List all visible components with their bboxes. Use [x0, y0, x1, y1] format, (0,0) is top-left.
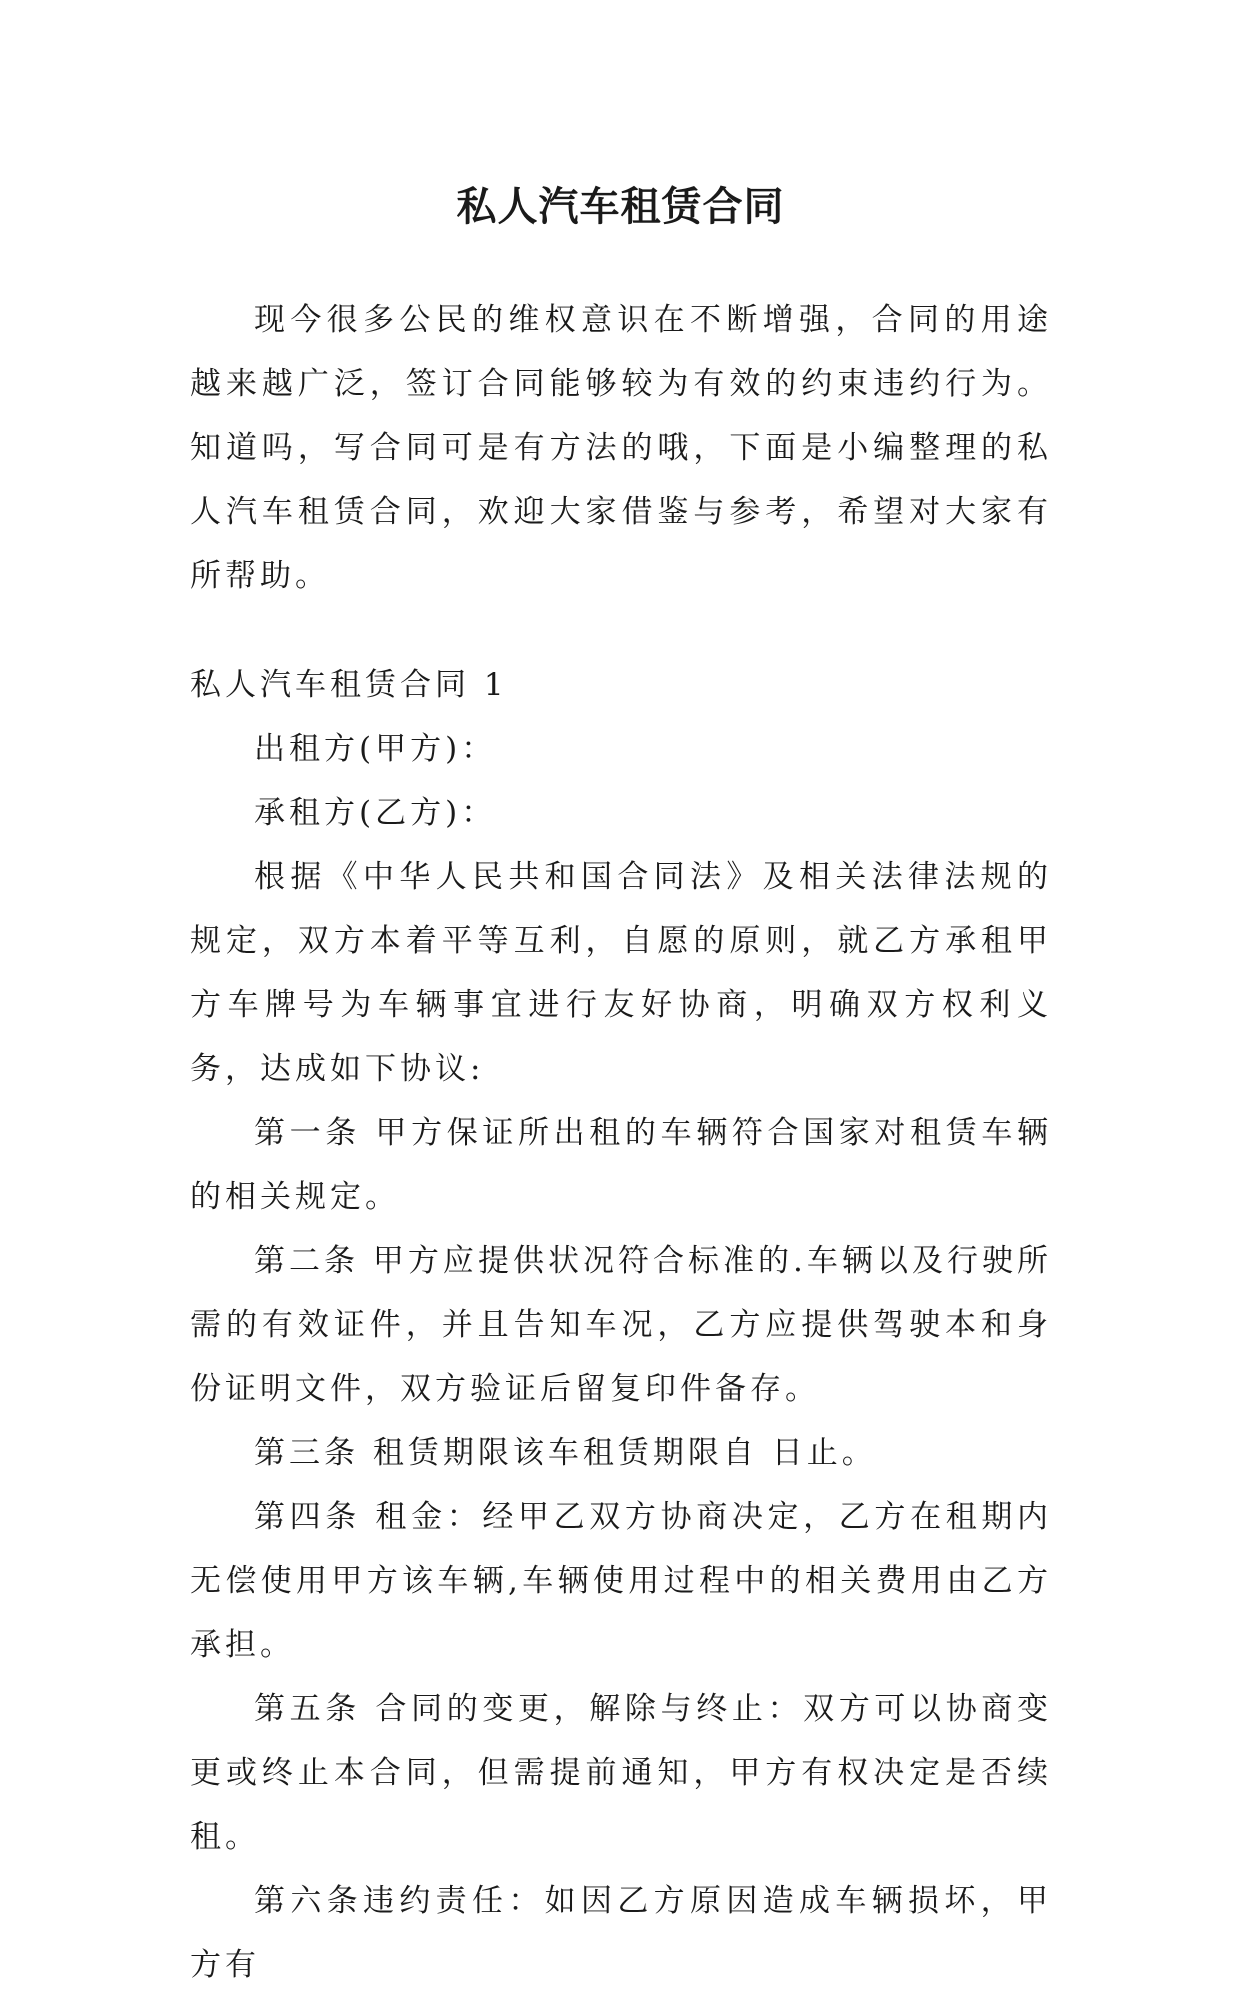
lessor-line: 出租方(甲方)：: [254, 731, 497, 767]
article-6: 第六条违约责任：如因乙方原因造成车辆损坏，甲方有: [190, 1883, 1052, 1983]
preamble-paragraph: 根据《中华人民共和国合同法》及相关法律法规的规定，双方本着平等互利，自愿的原则，就乙方承租甲方车牌号为车辆事宜进行友好协商，明确双方权利义务，达成如下协议:: [190, 859, 1052, 1087]
document-body: [190, 288, 1052, 1997]
article-5: 第五条 合同的变更，解除与终止：双方可以协商变更或终止本合同，但需提前通知，甲方有权决定是否续租。: [190, 1691, 1052, 1855]
article-3: 第三条 租赁期限该车租赁期限自 日止。: [254, 1435, 877, 1471]
article-2: 第二条 甲方应提供状况符合标准的.车辆以及行驶所需的有效证件，并且告知车况，乙方应提供驾驶本和身份证明文件，双方验证后留复印件备存。: [190, 1243, 1052, 1407]
paragraph-gap: [190, 608, 1052, 653]
document-title: 私人汽车租赁合同: [456, 183, 785, 230]
intro-paragraph: 现今很多公民的维权意识在不断增强，合同的用途越来越广泛，签订合同能够较为有效的约束违约行为。知道吗，写合同可是有方法的哦，下面是小编整理的私人汽车租赁合同，欢迎大家借鉴与参考，希望对大家有所帮助。: [190, 302, 1052, 594]
article-1: 第一条 甲方保证所出租的车辆符合国家对租赁车辆的相关规定。: [190, 1115, 1052, 1215]
article-4: 第四条 租金：经甲乙双方协商决定，乙方在租期内无偿使用甲方该车辆,车辆使用过程中的相关费用由乙方承担。: [190, 1499, 1052, 1663]
section-heading: 私人汽车租赁合同 1: [190, 667, 508, 703]
lessee-line: 承租方(乙方)：: [254, 795, 497, 831]
